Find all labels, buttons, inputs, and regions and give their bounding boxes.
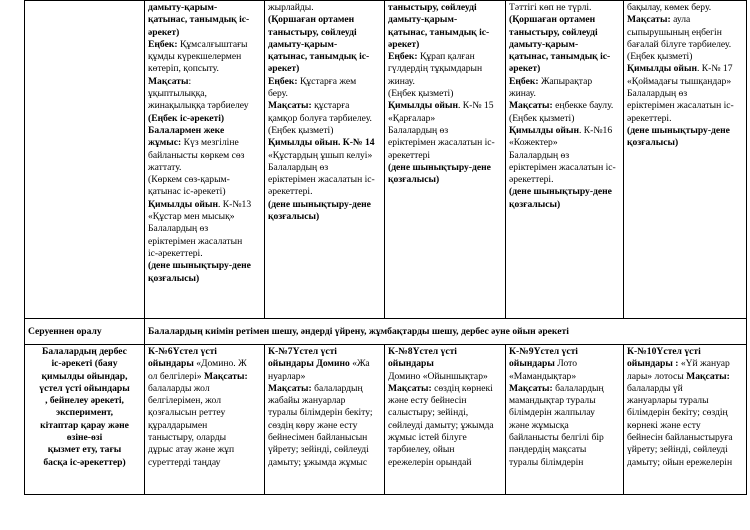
label-line: Балалардың дербес	[42, 346, 127, 357]
text-line: білімдерін жалпылау	[509, 407, 595, 419]
text-line: жинау.	[509, 88, 536, 100]
text-line: тәрбиелеу, ойын	[388, 444, 455, 456]
text-line: ойындары	[388, 358, 434, 370]
text-line: К-№6Үстел үсті	[148, 346, 217, 357]
text-line: Мақсаты: еңбекке баулу.	[509, 100, 614, 112]
text-line: дамыту-қарым-	[509, 38, 579, 50]
text-line: бейнесін байланыстыруға	[627, 432, 733, 444]
text-line: туралы білімдерін бекіту;	[268, 407, 373, 419]
text-line: гүлдердің тұқымдарын	[388, 63, 483, 75]
text-line: үйрету; зейінді, сөйлеуді	[627, 444, 728, 456]
text-line: әрекеттері.	[268, 186, 313, 198]
text-line: Еңбек: Құмсалғыштағы	[148, 38, 248, 50]
row1-cell-3	[385, 1, 506, 319]
text-line: қозғалысы)	[388, 174, 440, 186]
text-line: (Еңбек қызметі)	[268, 124, 334, 136]
label-line: эксперимент,	[55, 407, 114, 419]
text-line: еріктерімен жасалатын іс-	[268, 174, 375, 186]
text-line: «Мамандықтар»	[509, 370, 577, 382]
text-line: Еңбек: Жапырақтар	[509, 75, 593, 87]
text-line: (Қоршаған ортамен	[509, 14, 596, 26]
text-line: құмды күрекшелермен	[148, 51, 242, 63]
text-line: туралы білімдерін	[509, 456, 584, 468]
text-line: жаттату.	[148, 161, 182, 173]
label-line: өзіне-өзі	[66, 432, 103, 444]
text-line: мамандықтар туралы	[509, 395, 596, 407]
text-line: К-№9Үстел үсті	[509, 346, 578, 357]
label-line: үстел үсті ойындары	[39, 382, 130, 394]
text-line: Қимылды ойын. К-№16	[509, 124, 613, 136]
text-line: байланысты белгілі бір	[509, 432, 604, 444]
row1-cell-1	[145, 1, 265, 319]
row1-cell-5	[624, 1, 747, 319]
text-line: (Көркем сөз-қарым-	[148, 174, 230, 186]
text-line: қатынас іс-әрекеті)	[148, 186, 226, 198]
text-line: әрекеттері.	[509, 174, 554, 186]
table-row-return	[25, 319, 747, 345]
text-line: құралдарымен	[148, 419, 208, 431]
text-line: сыпырушының еңбегін	[627, 26, 722, 38]
label-line: іс-әрекеті (баяу	[51, 358, 118, 370]
row1-cell-2	[265, 1, 385, 319]
text-line: Мақсаты: балалардың	[509, 382, 604, 394]
text-line: әрекеттері.	[627, 112, 672, 124]
text-line: (Еңбек қызметі)	[388, 88, 454, 100]
text-line: жануарлары туралы	[627, 395, 709, 407]
text-line: әрекеттері	[388, 149, 431, 161]
label-line: кітаптар қарау және	[40, 419, 129, 431]
text-line: ұқыптылыққа,	[148, 88, 207, 100]
text-line: «Қоймадағы тышқандар»	[627, 75, 732, 87]
row3-cell-1	[145, 345, 265, 495]
text-line: еріктерімен жасалатын іс-	[627, 100, 734, 112]
text-line: еріктерімен жасалатын	[148, 235, 243, 247]
text-line: дамыту; ойын ережелерін	[627, 456, 733, 468]
text-line: қозғалысы)	[148, 272, 200, 284]
text-line: Қимылды ойын. К-№ 17	[627, 63, 733, 75]
text-line: таныстыру, оларды	[148, 432, 227, 444]
text-line: Қимылды ойын. К-№13	[148, 198, 252, 210]
table-row-activities	[25, 1, 747, 319]
text-line: (дене шынықтыру-дене	[388, 161, 491, 173]
text-line: бақылау, көмек беру.	[627, 2, 712, 13]
text-line: (дене шынықтыру-дене	[268, 198, 371, 210]
text-line: жұмыс істей білуге	[388, 432, 467, 444]
text-line: әрекет)	[388, 38, 420, 50]
text-line: қозғалысы)	[509, 198, 561, 210]
text-line: ойындары : «Үй жануар	[627, 358, 730, 370]
text-line: жинау.	[388, 75, 415, 87]
text-line: қозғалысы)	[627, 137, 679, 149]
text-line: дамыту; ұжымда жұмыс	[268, 456, 368, 468]
text-line: (дене шынықтыру-дене	[509, 186, 612, 198]
text-line: сөздің көру және есту	[268, 419, 358, 431]
text-line: таныстыру, сөйлеуді	[388, 2, 477, 13]
text-line: Мақсаты:	[148, 75, 192, 87]
text-line: балаларды жол	[148, 382, 210, 394]
text-line: ойындары «Домино. Ж	[148, 358, 247, 370]
text-line: дамыту-қарым-	[148, 2, 218, 13]
text-line: (Еңбек қызметі)	[509, 112, 575, 124]
text-line: әрекет)	[268, 63, 300, 75]
text-line: қозғалысын реттеу	[148, 407, 226, 419]
text-line: үйрету; зейінді, сөйлеуді	[268, 444, 369, 456]
label-line: басқа іс-әрекеттер)	[43, 456, 126, 468]
text-line: байланысты көркем сөз	[148, 149, 245, 161]
text-line: көрнекі және есту	[627, 419, 701, 431]
text-line: лары» лотосы Мақсаты:	[627, 370, 730, 382]
row3-label	[25, 345, 145, 495]
text-line: (Еңбек қызметі)	[627, 51, 693, 63]
text-line: Балалардың өз	[509, 149, 570, 161]
text-line: Мақсаты: құстарға	[268, 100, 350, 112]
text-line: Балалармен жеке	[148, 124, 225, 136]
text-line: жұмыс: Күз мезгіліне	[148, 137, 239, 149]
text-line: еріктерімен жасалатын іс-	[388, 137, 495, 149]
text-line: еріктерімен жасалатын іс-	[509, 161, 616, 173]
text-line: (дене шынықтыру-дене	[627, 124, 730, 136]
text-line: Еңбек: Құстарға жем	[268, 75, 357, 87]
label-line: қимылды ойындар,	[41, 370, 128, 382]
label-line: , бейнелеу әрекеті,	[45, 395, 124, 407]
row3-cell-3	[385, 345, 506, 495]
text-line: дұрыс атау және жұп	[148, 444, 235, 456]
text-line: Домино «Ойыншықтар»	[388, 370, 488, 382]
text-line: К-№10Үстел үсті	[627, 346, 701, 357]
text-line: Мақсаты: аула	[627, 14, 691, 26]
text-line: жырлайды.	[268, 2, 314, 13]
text-line: дамыту-қарым-	[388, 14, 458, 26]
text-line: Қимылды ойын. К-№ 14	[268, 137, 375, 149]
row2-label: Серуеннен оралу	[25, 319, 145, 345]
text-line: пәндердің мақсаты	[509, 444, 587, 456]
text-line: Балалардың өз	[268, 161, 329, 173]
text-line: іс-әрекеттері.	[148, 247, 203, 259]
text-line: дамыту-қарым-	[268, 38, 338, 50]
row2-text: Балалардың киімін ретімен шешу, әндерді үйрену, жұмбақтарды шешу, дербес әуне ойын әрекеті	[145, 319, 747, 345]
text-line: «Кожектер»	[509, 137, 558, 149]
text-line: әрекет)	[509, 63, 541, 75]
text-line: көтеріп, қопсыту.	[148, 63, 219, 75]
text-line: жинақылыққа тәрбиелеу	[148, 100, 249, 112]
text-line: бейнесімен байланысын	[268, 432, 368, 444]
text-line: Мақсаты: балалардың	[268, 382, 363, 394]
table-row-independent	[25, 345, 747, 495]
text-line: таныстыру, сөйлеуді	[268, 26, 357, 38]
text-line: Қимылды ойын. К-№ 15	[388, 100, 494, 112]
text-line: және жұмысқа	[509, 419, 569, 431]
text-line: Балалардың өз	[148, 223, 209, 235]
text-line: және есту бейнесін	[388, 395, 467, 407]
text-line: балаларды үй	[627, 382, 683, 394]
text-line: (Қоршаған ортамен	[268, 14, 355, 26]
text-line: К-№8Үстел үсті	[388, 346, 457, 357]
text-line: әрекет)	[148, 26, 180, 38]
text-line: К-№7Үстел үсті	[268, 346, 337, 357]
text-line: сөйлеуді дамыту; ұжымда	[388, 419, 494, 431]
text-line: жабайы жануарлар	[268, 395, 346, 407]
row3-cell-5	[624, 345, 747, 495]
text-line: қатынас, танымдық іс-	[148, 14, 250, 26]
row3-cell-2	[265, 345, 385, 495]
text-line: (Еңбек іс-әрекеті)	[148, 112, 225, 124]
text-line: қатынас, танымдық іс-	[388, 26, 490, 38]
text-line: Балалардың өз	[388, 124, 449, 136]
text-line: Мақсаты: сөздің көрнекі	[388, 382, 493, 394]
text-line: қозғалысы)	[268, 211, 320, 223]
text-line: нуарлар»	[268, 370, 306, 382]
text-line: Тәттігі көп не түрлі.	[509, 2, 592, 13]
text-line: салыстыру; зейінді,	[388, 407, 469, 419]
text-line: Еңбек: Құрап қалған	[388, 51, 475, 63]
text-line: қатынас, танымдық іс-	[509, 51, 611, 63]
text-line: белгілерімен, жол	[148, 395, 222, 407]
text-line: қамқор болуға тәрбиелеу.	[268, 112, 372, 124]
text-line: ойындары Домино «Жа	[268, 358, 370, 370]
text-line: (дене шынықтыру-дене	[148, 260, 251, 272]
text-line: «Құстардың ұшып келуі»	[268, 149, 373, 161]
schedule-table	[24, 0, 747, 495]
text-line: «Қарғалар»	[388, 112, 436, 124]
text-line: Балалардың өз	[627, 88, 688, 100]
row1-cell-4	[506, 1, 624, 319]
text-line: беру.	[268, 88, 288, 100]
text-line: бағалай білуге тәрбиелеу.	[627, 38, 732, 50]
text-line: ол белгілері» Мақсаты:	[148, 370, 248, 382]
text-line: білімдерін бекіту; сөздің	[627, 407, 728, 419]
text-line: суреттерді таңдау	[148, 456, 221, 468]
label-line: қызмет ету, тағы	[47, 444, 122, 456]
text-line: таныстыру, сөйлеуді	[509, 26, 598, 38]
text-line: ойындары Лото	[509, 358, 578, 370]
row3-cell-4	[506, 345, 624, 495]
text-line: «Құстар мен мысық»	[148, 211, 235, 223]
text-line: қатынас, танымдық іс-	[268, 51, 370, 63]
row1-label-cell	[25, 1, 145, 319]
text-line: ережелерін орындай	[388, 456, 472, 468]
